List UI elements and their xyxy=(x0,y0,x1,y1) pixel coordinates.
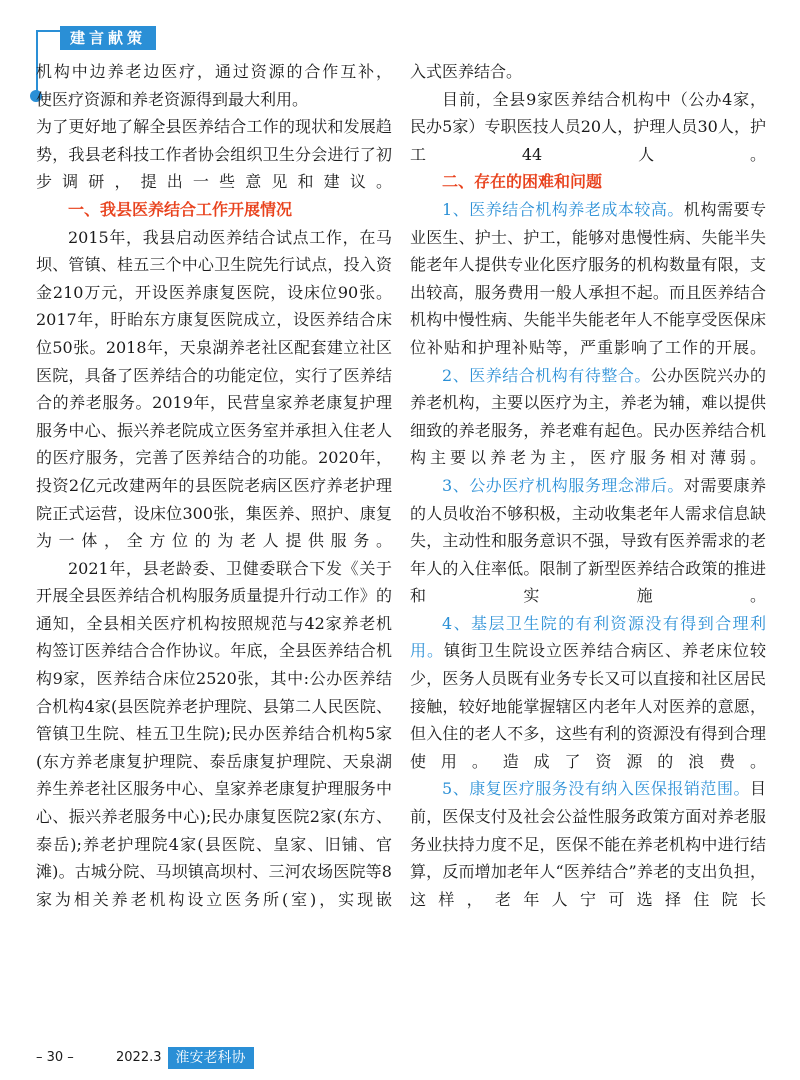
paragraph-text: 2015年，我县启动医养结合试点工作，在马坝、管镇、桂五三个中心卫生院先行试点，投入资金210万元，开设医养康复医院，设床位90张。2017年，盱眙东方康复医院成立，设医养结合床位50张。2018年，天泉湖养老社区配套建立社区医院，具备了医养结合的功能定位，实行了医养结合的养老服务。2019年，民营皇家养老康复护理服务中心、振兴养老院成立医务室并承担入住老人的医疗服务，完善了医养结合的功能。2020年，投资2亿元改建两年的县医院老病区医疗养老护理院正式运营，设床位300张，集医养、照护、康复为一体，全方位的为老人提供服务。 xyxy=(36,227,392,551)
paragraph-text: 对需要康养的人员收治不够积极，主动收集老年人需求信息缺失，主动性和服务意识不强，导致有医养需求的老年人的入住率低。限制了新型医养结合政策的推进和实施。 xyxy=(410,475,766,606)
paragraph-text: 机构中边养老边医疗，通过资源的合作互补， xyxy=(36,62,392,81)
paragraph-text: 目前，全县9家医养结合机构中（公办4家，民办5家）专职医技人员20人，护理人员30人，护工44人。 xyxy=(410,89,766,164)
body-paragraph xyxy=(410,362,766,472)
paragraph-text: 为了更好地了解全县医养结合工作的现状和发展趋势，我县老科技工作者协会组织卫生分会进行了初步调研，提出一些意见和建议。 xyxy=(36,117,392,192)
paragraph-text: 使医疗资源和养老资源得到最大利用。 xyxy=(36,89,309,109)
section-heading: 二、存在的困难和问题 xyxy=(442,172,603,192)
body-paragraph xyxy=(410,86,766,169)
column-tag: 建言献策 xyxy=(60,26,156,50)
body-paragraph xyxy=(410,775,766,913)
journal-name: 淮安老科协 xyxy=(168,1047,254,1069)
paragraph-lead-heading: 4、基层卫生院的有利资源没有得到合理利用。 xyxy=(410,613,766,661)
paragraph-text: 入式医养结合。 xyxy=(410,62,523,81)
paragraph-text: 机构需要专业医生、护士、护工，能够对患慢性病、失能半失能老年人提供专业化医疗服务的机构数量有限，支出较高，服务费用一般人承担不起。而且医养结合机构中慢性病、失能半失能老年人不能享受医保床位补贴和护理补贴等，严重影响了工作的开展。 xyxy=(410,199,766,357)
paragraph-text: 目前，医保支付及社会公益性服务政策方面对养老服务业扶持力度不足，医保不能在养老机构中进行结算，反而增加老年人“医养结合”养老的支出负担，这样，老年人宁可选择住院长 xyxy=(410,779,766,909)
issue-label: 2022.3 xyxy=(116,1050,162,1065)
body-paragraph xyxy=(36,86,392,114)
header-rule-horizontal xyxy=(36,30,60,32)
paragraph-text: 镇街卫生院设立医养结合病区、养老床位较少，医务人员既有业务专长又可以直接和社区居民接触，较好地能掌握辖区内老年人对医养的意愿，但入住的老人不多，这些有利的资源没有得到合理使用。造成了资源的浪费。 xyxy=(410,641,766,771)
body-paragraph xyxy=(410,472,766,610)
right-column xyxy=(410,58,766,913)
paragraph-lead-heading: 3、公办医疗机构服务理念滞后。 xyxy=(442,475,684,495)
body-paragraph xyxy=(36,224,392,555)
paragraph-text: 2021年，县老龄委、卫健委联合下发《关于开展全县医养结合机构服务质量提升行动工作》的通知，全县相关医疗机构按照规范与42家养老机构签订医养结合合作协议。年底，全县医养结合机构9家，医养结合床位2520张，其中:公办医养结合机构4家(县医院养老护理院、县第二人民医院、管镇卫生院、桂五卫生院);民办医养结合机构5家(东方养老康复护理院、泰岳康复护理院、天泉湖养生养老社区服务中心、皇家养老康复护理服务中心、振兴养老服务中心);民办康复医院2家(东方、泰岳);养老护理院4家(县医院、皇家、旧铺、官滩)。古城分院、马坝镇高坝村、三河农场医院等8家为相关养老机构设立医务所(室)，实现嵌 xyxy=(36,558,392,909)
paragraph-text: 公办医院兴办的养老机构，主要以医疗为主，养老为辅，难以提供细致的养老服务，养老难有起色。民办医养结合机构主要以养老为主，医疗服务相对薄弱。 xyxy=(410,365,766,468)
section-heading: 一、我县医养结合工作开展情况 xyxy=(68,199,293,219)
body-paragraph xyxy=(410,196,766,362)
page-number: – 30 – xyxy=(36,1050,74,1065)
paragraph-lead-heading: 5、康复医疗服务没有纳入医保报销范围。 xyxy=(442,779,750,799)
page-footer xyxy=(36,1047,254,1069)
paragraph-lead-heading: 2、医养结合机构有待整合。 xyxy=(442,365,651,385)
body-paragraph xyxy=(36,555,392,914)
body-paragraph xyxy=(410,610,766,776)
body-paragraph xyxy=(36,58,392,86)
body-paragraph xyxy=(410,58,766,86)
body-paragraph xyxy=(36,113,392,196)
left-column xyxy=(36,58,392,913)
paragraph-lead-heading: 1、医养结合机构养老成本较高。 xyxy=(442,199,684,219)
